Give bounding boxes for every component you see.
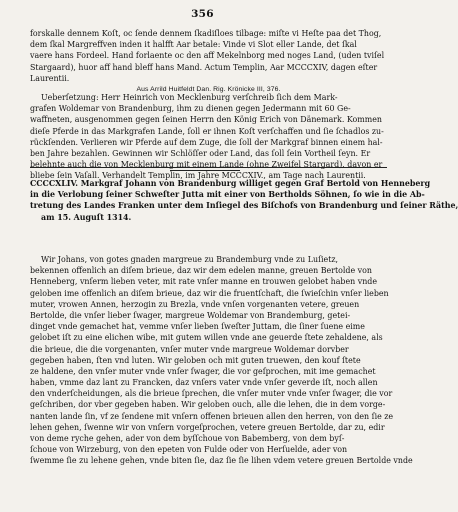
body-line: gelobet iſt zu eine elichen wibe, mit gutem willen vnde ane geuerde ſtete zehaldene, als bbox=[30, 333, 383, 343]
page-number: 356 bbox=[191, 8, 214, 20]
body-line: nanten lande ſin, vf ze ſendene mit vnſern offenen brieuen allen den herren, von den ſie ze bbox=[30, 411, 394, 421]
quote-line: vaere hans Fordeel. Hand forlaente oc den aff Mekelnborg med noges Land, (uden tviſel bbox=[30, 51, 385, 61]
translation-line: grafen Woldemar von Brandenburg, ihm zu dienen gegen Jedermann mit 60 Ge- bbox=[30, 104, 351, 114]
body-line: muter, vrowen Annen, herzogin zu Brezla, vnde vnſen vorgenanten vetere, greuen bbox=[30, 299, 360, 309]
body-line: geſchriben, dor vber gegeben haben. Wir geloben ouch, alle die lehen, die in dem vorge- bbox=[30, 400, 386, 410]
body-line: ſchoue von Wirzeburg, von den epeten von Fulde oder von Herſuelde, ader von bbox=[30, 445, 348, 455]
body-line: bekennen offenlich an diſem brieue, daz wir dem edelen manne, greuen Bertolde von bbox=[30, 266, 372, 276]
source-reference: Aus Arrild Huitfeldt Dan. Rig. Krönicke III, 376. bbox=[136, 85, 281, 93]
body-line: die brieue, die die vorgenanten, vnſer muter vnde margreue Woldemar dorvber bbox=[30, 344, 349, 354]
body-line: dinget vnde gemachet hat, vemme vnſer lieben ſweſter Juttam, die ſiner ſuene eime bbox=[30, 322, 365, 332]
body-line: ſwemme ſie zu lehene gehen, vnde biten ſie, daz ſie ſie lihen vdem vetere greuen Bertolde vnde bbox=[30, 456, 413, 466]
translation-line: Ueberſetzung: Herr Heinrich von Mecklenburg verſchreib ſich dem Mark- bbox=[41, 93, 338, 102]
section-divider bbox=[30, 167, 387, 168]
quote-line: Laurentii. bbox=[30, 73, 70, 83]
body-line: gegeben haben, ſten vnd luten. Wir geloben och mit guten truewen, den kouf ſtete bbox=[30, 355, 361, 365]
translation-line: ben Jahre bezahlen. Gewinnen wir Schlöſſer oder Land, das ſoll ſein Vortheil ſeyn. Er bbox=[30, 148, 371, 158]
heading-line: am 15. Auguſt 1314. bbox=[41, 212, 132, 222]
charter-body bbox=[30, 254, 413, 467]
translation-paragraph bbox=[30, 92, 387, 182]
section-divider-short bbox=[170, 170, 240, 171]
heading-line: CCCCXLIV. Markgraf Johann von Brandenburg williget gegen Graf Bertold von Henneberg bbox=[30, 179, 431, 188]
quote-line: dem ſkal Margreffven inden it halfft Aar betale: Vinde vi Slot eller Lande, det ſkal bbox=[30, 40, 357, 50]
body-line: Wir Johans, von gotes gnaden margreue zu Brandemburg vnde zu Luſietz, bbox=[41, 255, 339, 264]
heading-line: in die Verlobung ſeiner Schweſter Jutta mit einer von Bertholds Söhnen, ſo wie in die Ab- bbox=[30, 190, 425, 200]
body-line: Bertolde, die vnſer lieber ſwager, margreue Woldemar von Brandemburg, getei- bbox=[30, 310, 351, 320]
body-line: geloben ime offenlich an diſem brieue, daz wir die fruentſchaft, die ſwieſchin vnſer lieben bbox=[30, 288, 389, 298]
heading-line: tretung des Landes Franken unter dem Inſiegel des Biſchofs von Brandenburg und ſeiner Räthe, bbox=[30, 201, 458, 211]
document-heading bbox=[30, 178, 458, 223]
body-line: haben, vmme daz lant zu Francken, daz vnſers vater vnde vnſer geverde iſt, noch allen bbox=[30, 378, 378, 388]
old-danish-quote bbox=[30, 28, 387, 96]
translation-line: belehnte auch die von Mecklenburg mit einem Lande (ohne Zweifel Stargard), davon er bbox=[30, 160, 383, 170]
body-line: von deme ryche gehen, ader von dem byſſchoue von Babemberg, von dem byſ- bbox=[30, 434, 345, 443]
translation-line: bliebe ſein Vaſall. Verhandelt Templin, im Jahre MCCCXIV., am Tage nach Laurentii. bbox=[30, 171, 366, 181]
translation-line: rückſenden. Verlieren wir Pferde auf dem Zuge, die ſoll der Markgraf binnen einem hal- bbox=[30, 137, 383, 147]
quote-line: Stargaard), huor aff hand bleff hans Mand. Actum Templin, Aar MCCCXIV, dagen eſter bbox=[30, 62, 378, 72]
translation-line: dieſe Pferde in das Markgrafen Lande, ſoll er ihnen Koſt verſchaffen und ſie ſchadlos zu- bbox=[30, 126, 384, 136]
body-line: den vnderſcheidungen, als die brieue ſprechen, die vnſer muter vnde vnſer ſwager, die vor bbox=[30, 389, 393, 399]
quote-line: forskalle dennem Koſt, oc ſende dennem ſkadiſloes tilbage: miſte vi Heſte paa det Thog, bbox=[30, 29, 382, 38]
body-line: lehen gehen, ſwenne wir von vnſern vorgeſprochen, vetere greuen Bertolde, dar zu, edir bbox=[30, 422, 385, 432]
body-line: Henneberg, vnſerm lieben veter, mit rate vnſer manne en trouwen gelobet haben vnde bbox=[30, 277, 378, 287]
translation-line: waffneten, ausgenommen gegen ſeinen Herrn den König Erich von Dänemark. Kommen bbox=[30, 115, 382, 125]
body-line: ze haldene, den vnſer muter vnde vnſer ſwager, die vor geſprochen, mit ime gemachet bbox=[30, 366, 376, 376]
